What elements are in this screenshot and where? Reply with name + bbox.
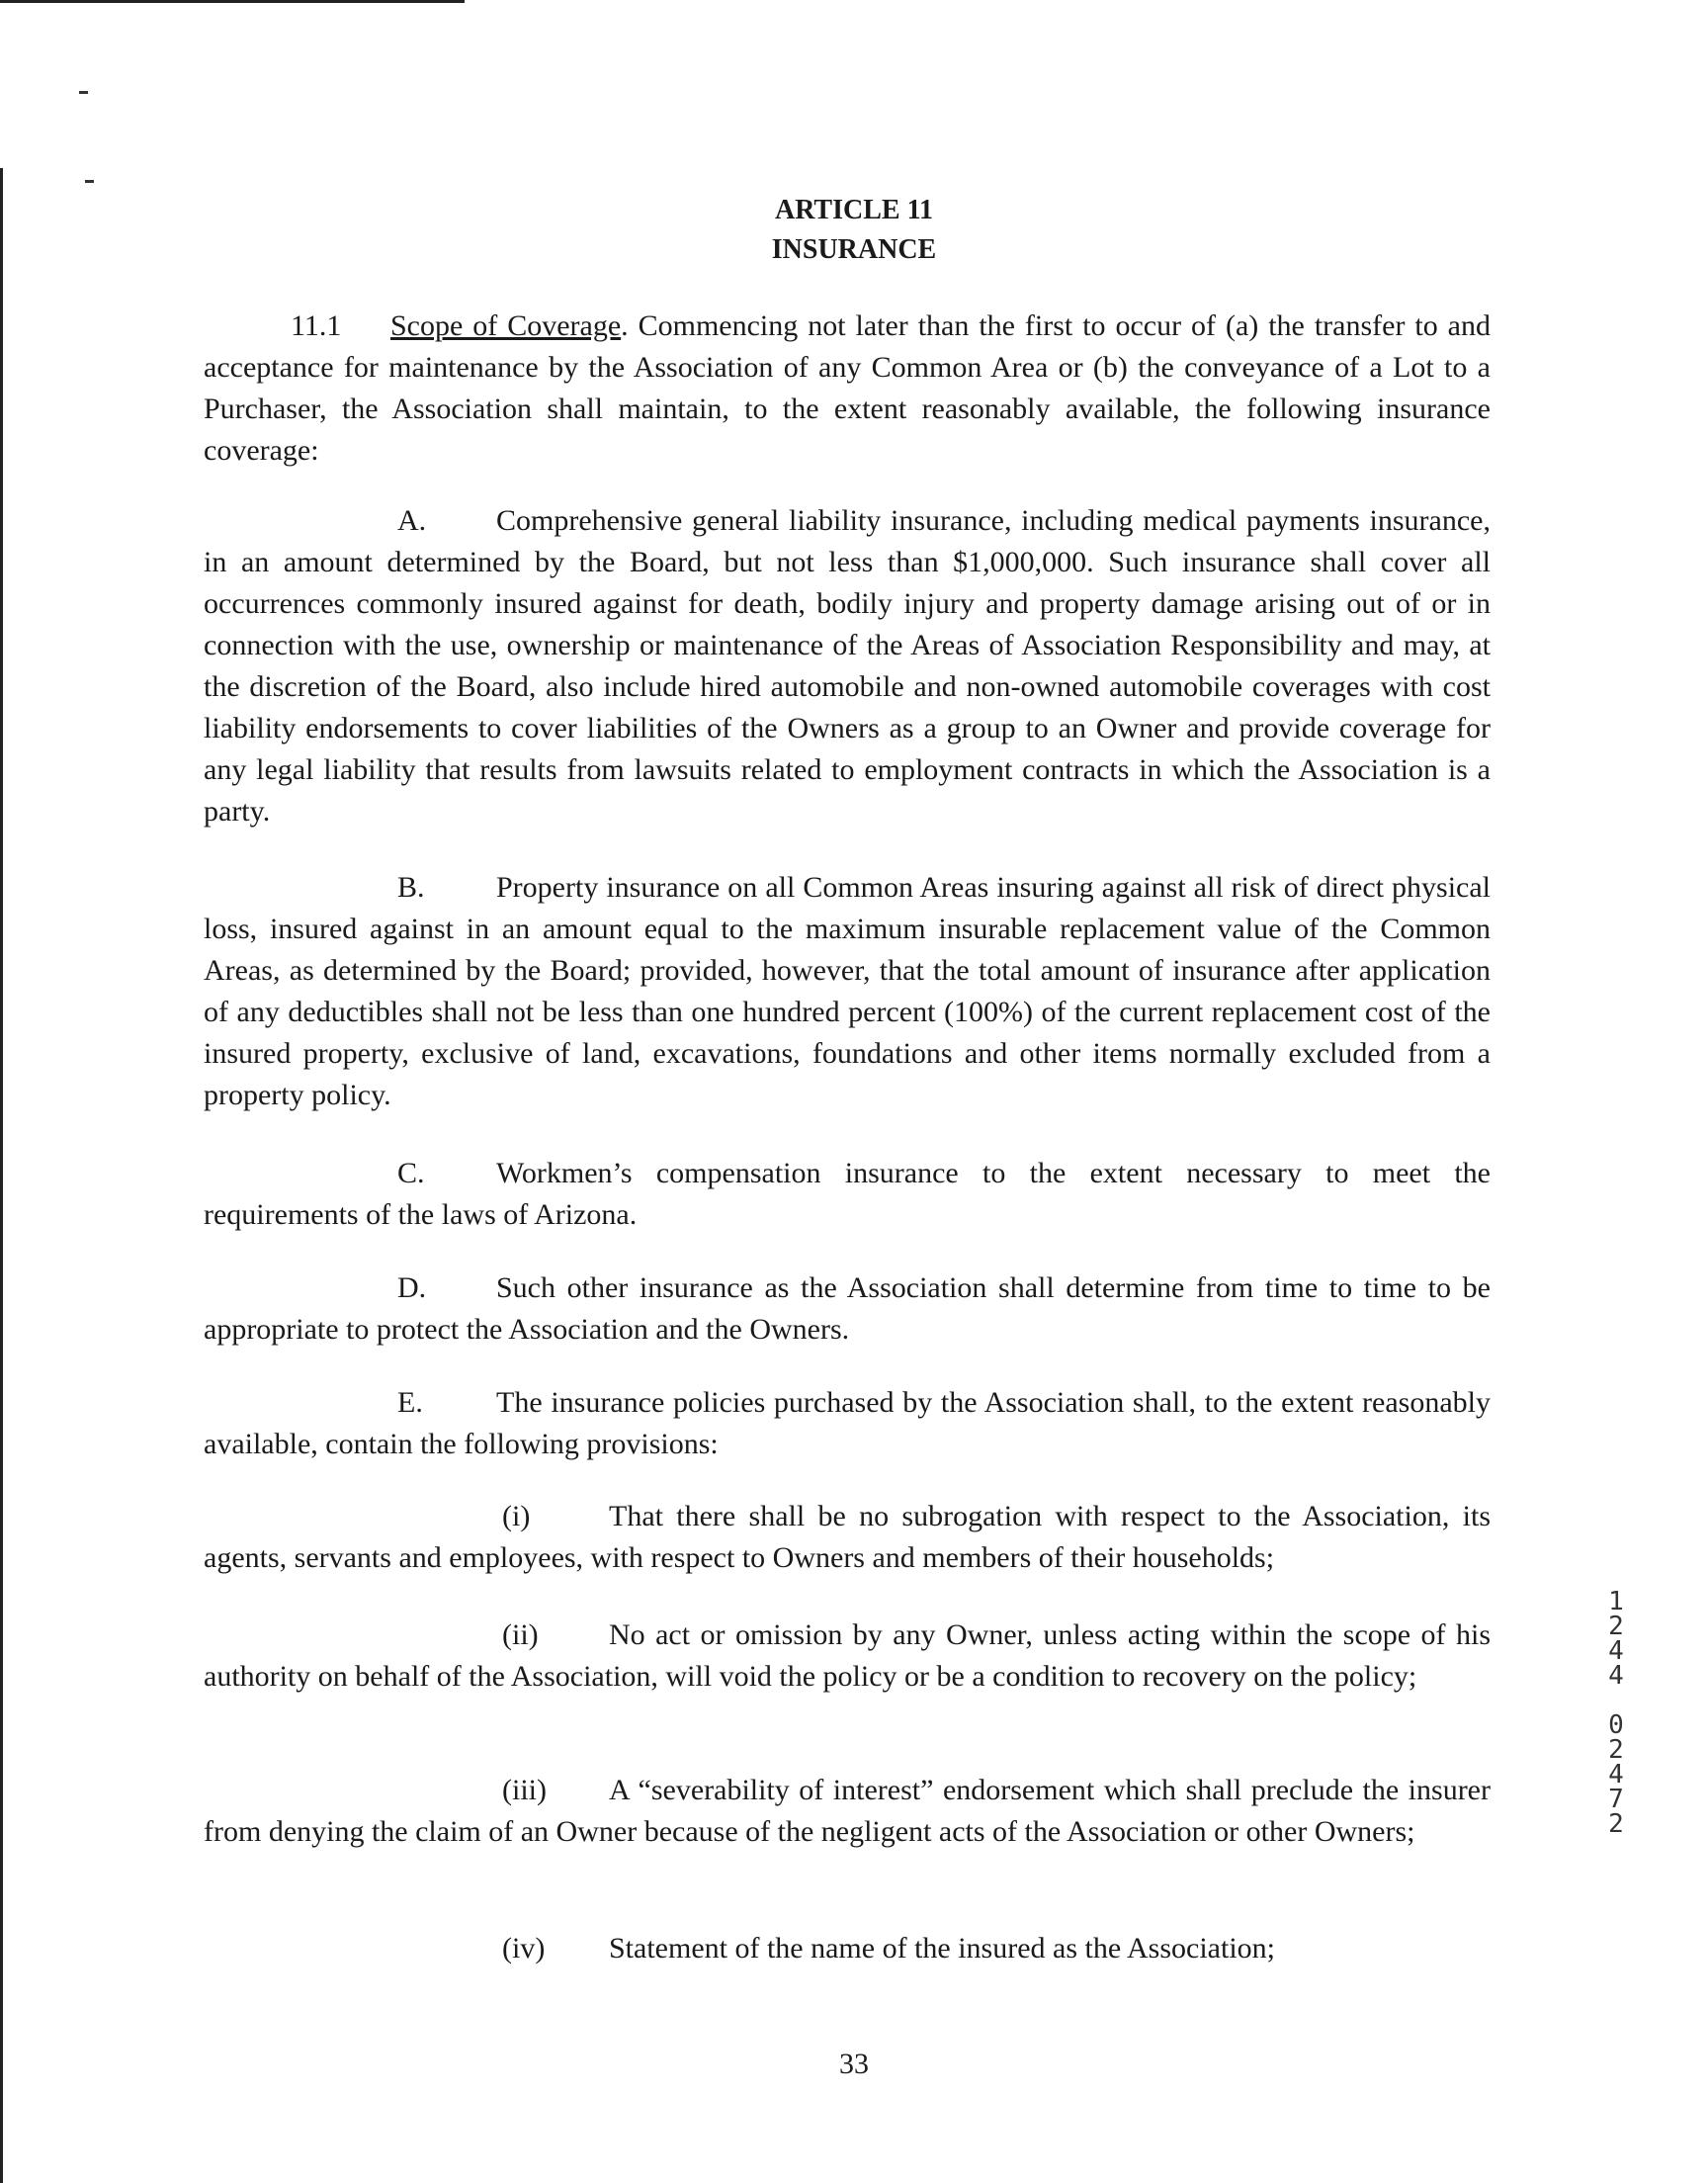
item-d xyxy=(204,1267,1491,1351)
section-text: . Commencing not later than the first to occur of (a) the transfer to and acceptance for maintenance by the Association of any Common Area or (b) the conveyance of a Lot to a Purchaser, the Association shall maintain, to the extent reasonably available, the following insurance coverage: xyxy=(204,309,1491,467)
item-a xyxy=(204,500,1491,832)
subitem-ii xyxy=(204,1615,1491,1698)
item-e xyxy=(204,1382,1491,1465)
stamp-digit: 4 xyxy=(1608,1661,1624,1691)
article-title: INSURANCE xyxy=(771,234,937,265)
subitem-iii xyxy=(204,1770,1491,1853)
scan-edge-left xyxy=(0,168,3,2183)
subitem-label: (iv) xyxy=(502,1932,546,1965)
scan-speck xyxy=(85,180,94,183)
scan-edge-top xyxy=(0,0,465,3)
item-label: A. xyxy=(397,504,427,537)
scan-speck xyxy=(79,91,88,94)
stamp-digit: 4 xyxy=(1608,1636,1624,1666)
subitem-i xyxy=(204,1496,1491,1579)
item-text: The insurance policies purchased by the Association shall, to the extent reasonably available, contain the following provisions: xyxy=(204,1386,1491,1460)
page-number: 33 xyxy=(839,2048,869,2080)
item-b xyxy=(204,867,1491,1116)
stamp-digit: 2 xyxy=(1608,1809,1624,1839)
subitem-text: No act or omission by any Owner, unless acting within the scope of his authority on behalf of the Association, will void the policy or be a condition to recovery on the policy; xyxy=(204,1618,1491,1693)
item-label: E. xyxy=(397,1386,423,1419)
stamp-digit: 2 xyxy=(1608,1612,1624,1641)
item-text: Workmen’s compensation insurance to the extent necessary to meet the requirements of the laws of Arizona. xyxy=(204,1157,1491,1231)
section-heading: Scope of Coverage xyxy=(390,309,622,342)
item-label: D. xyxy=(397,1271,427,1304)
subitem-iv xyxy=(204,1928,1491,1969)
stamp-digit: 0 xyxy=(1608,1710,1624,1740)
item-text: Comprehensive general liability insurance, including medical payments insurance, in an amount determined by the Board, but not less than $1,000,000. Such insurance shall cover all occurrences commonly insured against for death, bodily injury and property damage arising out of or in connection with the use, ownership or maintenance of the Areas of Association Responsibility and may, at the discretion of the Board, also include hired automobile and non-owned automobile coverages with cost liability endorsements to cover liabilities of the Owners as a group to an Owner and provide coverage for any legal liability that results from lawsuits related to employment contracts in which the Association is a party. xyxy=(204,504,1491,828)
section-11-1 xyxy=(204,306,1491,472)
subitem-text: A “severability of interest” endorsement which shall preclude the insurer from denying the claim of an Owner because of the negligent acts of the Association or other Owners; xyxy=(204,1774,1491,1848)
item-c xyxy=(204,1153,1491,1236)
stamp-digit: 2 xyxy=(1608,1735,1624,1765)
subitem-label: (iii) xyxy=(502,1774,547,1806)
subitem-label: (ii) xyxy=(502,1618,539,1651)
subitem-text: That there shall be no subrogation with respect to the Association, its agents, servants and employees, with respect to Owners and members of their households; xyxy=(204,1500,1491,1574)
stamp-digit: 7 xyxy=(1608,1785,1624,1814)
item-text: Property insurance on all Common Areas insuring against all risk of direct physical loss, insured against in an amount equal to the maximum insurable replacement value of the Common Areas, as determined by the Board; provided, however, that the total amount of insurance after application of any deductibles shall not be less than one hundred percent (100%) of the current replacement cost of the insured property, exclusive of land, excavations, foundations and other items normally excluded from a property policy. xyxy=(204,871,1491,1111)
subitem-text: Statement of the name of the insured as the Association; xyxy=(609,1932,1276,1965)
item-text: Such other insurance as the Association shall determine from time to time to be appropriate to protect the Association and the Owners. xyxy=(204,1271,1491,1346)
stamp-digit: 4 xyxy=(1608,1760,1624,1790)
recording-stamp xyxy=(1601,1587,1631,1839)
item-label: C. xyxy=(397,1157,425,1189)
article-heading: ARTICLE 11 xyxy=(774,195,934,225)
item-label: B. xyxy=(397,871,425,904)
section-number: 11.1 xyxy=(291,309,342,342)
stamp-digit: 1 xyxy=(1608,1587,1624,1616)
subitem-label: (i) xyxy=(502,1500,531,1532)
